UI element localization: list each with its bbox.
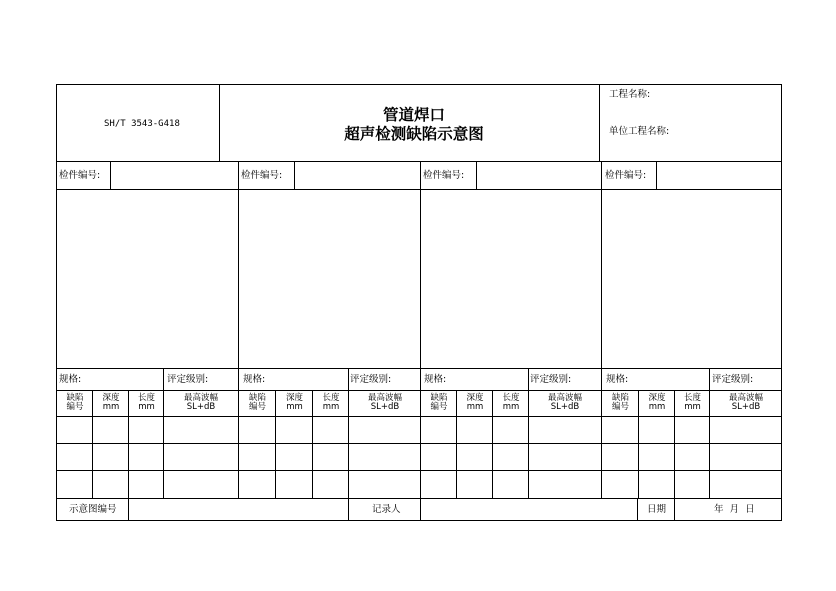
grade-label: 评定级别:	[350, 374, 392, 385]
grid-line-v	[420, 161, 421, 498]
spec-label: 规格:	[424, 374, 447, 385]
form-title-line2: 超声检测缺陷示意图	[344, 124, 484, 143]
piece-no-label: 检件编号:	[423, 170, 465, 181]
grid-line-h	[56, 470, 781, 471]
grid-line-v	[56, 84, 57, 521]
recorder-label: 记录人	[372, 504, 401, 515]
diagram-no-label: 示意图编号	[69, 504, 117, 515]
grid-line-v	[781, 84, 782, 521]
form-title	[264, 106, 564, 144]
col-max-amplitude: 最高波幅 SL+dB	[367, 393, 402, 412]
grid-line-h	[56, 368, 781, 369]
grid-line-h	[56, 416, 781, 417]
col-length: 长度 mm	[322, 393, 340, 412]
sketch-area[interactable]	[422, 192, 600, 366]
grid-line-v	[420, 498, 421, 520]
grid-line-v	[656, 161, 657, 189]
grid-line-h	[56, 161, 781, 162]
grid-line-v	[128, 498, 129, 520]
form-title-line1: 管道焊口	[382, 106, 445, 124]
grid-line-h	[56, 443, 781, 444]
grid-line-h	[56, 520, 782, 521]
col-max-amplitude: 最高波幅 SL+dB	[183, 393, 218, 412]
grid-line-v	[294, 161, 295, 189]
grid-line-v	[601, 161, 602, 498]
piece-no-field[interactable]	[111, 165, 236, 186]
col-defect-no: 缺陷 编号	[430, 393, 448, 412]
project-name-label: 工程名称:	[609, 89, 651, 100]
col-depth: 深度 mm	[285, 393, 303, 412]
date-label: 日期	[647, 504, 667, 515]
grid-line-v	[599, 84, 600, 161]
grid-line-h	[56, 84, 782, 85]
unit-project-name-label: 单位工程名称:	[609, 126, 670, 137]
piece-no-label: 检件编号:	[59, 170, 101, 181]
grid-line-v	[238, 161, 239, 498]
grid-line-h	[56, 390, 781, 391]
spec-label: 规格:	[59, 374, 82, 385]
col-defect-no: 缺陷 编号	[66, 393, 84, 412]
sketch-area[interactable]	[603, 192, 779, 366]
diagram-no-field[interactable]	[131, 500, 347, 518]
grid-line-v	[163, 368, 164, 390]
sketch-area[interactable]	[58, 192, 236, 366]
grid-line-h	[56, 189, 781, 190]
grid-line-v	[348, 368, 349, 390]
grid-line-v	[348, 498, 349, 520]
date-field[interactable]: 年 月 日	[714, 504, 755, 515]
col-defect-no: 缺陷 编号	[611, 393, 629, 412]
col-defect-no: 缺陷 编号	[248, 393, 266, 412]
grade-label: 评定级别:	[530, 374, 572, 385]
col-depth: 深度 mm	[466, 393, 484, 412]
piece-no-label: 检件编号:	[241, 170, 283, 181]
piece-no-field[interactable]	[296, 165, 418, 186]
grid-line-h	[56, 498, 781, 499]
col-depth: 深度 mm	[648, 393, 666, 412]
spec-label: 规格:	[606, 374, 629, 385]
sketch-area[interactable]	[240, 192, 418, 366]
col-length: 长度 mm	[137, 393, 155, 412]
piece-no-field[interactable]	[477, 165, 599, 186]
standard-code: SH/T 3543-G418	[104, 119, 180, 129]
piece-no-field[interactable]	[658, 165, 779, 186]
spec-label: 规格:	[243, 374, 266, 385]
unit-project-name-field[interactable]	[680, 123, 778, 141]
project-name-field[interactable]	[660, 86, 778, 104]
grid-line-v	[674, 498, 675, 520]
grid-line-v	[528, 368, 529, 390]
grid-line-v	[637, 498, 638, 520]
grade-label: 评定级别:	[712, 374, 754, 385]
grid-line-v	[709, 368, 710, 390]
grid-line-v	[219, 84, 220, 161]
piece-no-label: 检件编号:	[605, 170, 647, 181]
col-depth: 深度 mm	[102, 393, 120, 412]
col-length: 长度 mm	[502, 393, 520, 412]
recorder-field[interactable]	[423, 500, 637, 518]
col-max-amplitude: 最高波幅 SL+dB	[728, 393, 763, 412]
col-length: 长度 mm	[683, 393, 701, 412]
col-max-amplitude: 最高波幅 SL+dB	[547, 393, 582, 412]
grade-label: 评定级别:	[167, 374, 209, 385]
